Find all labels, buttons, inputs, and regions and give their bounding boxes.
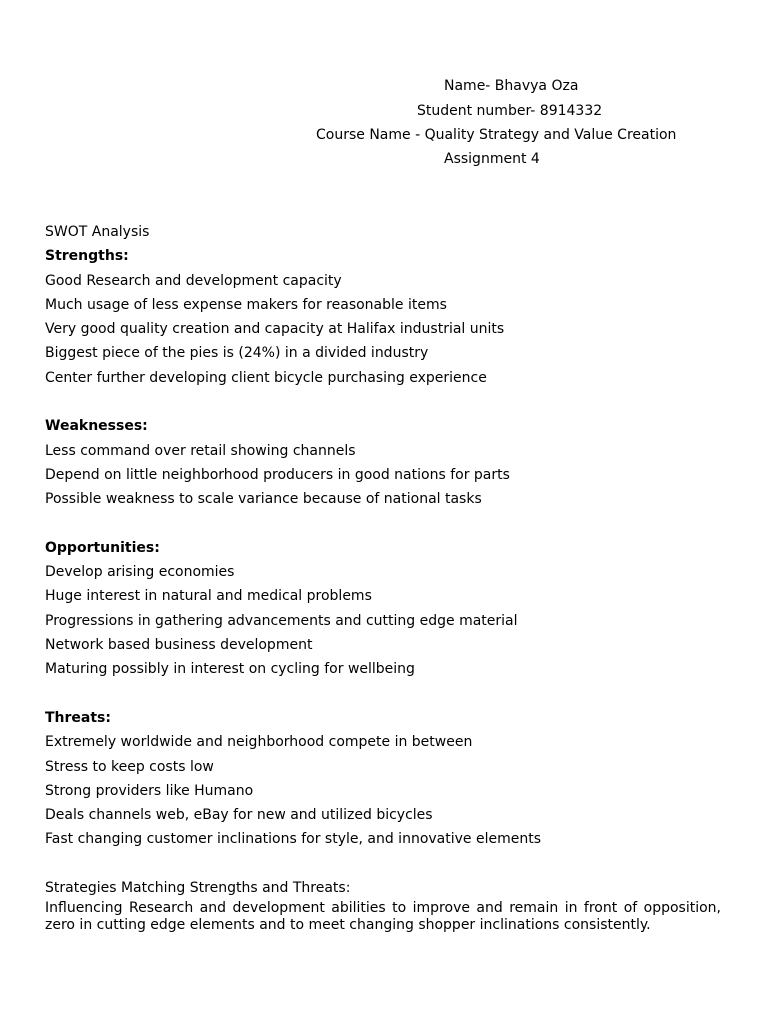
- list-item: Very good quality creation and capacity at Halifax industrial units: [45, 321, 505, 338]
- spacer: [45, 512, 721, 536]
- list-item: Possible weakness to scale variance because of national tasks: [45, 491, 482, 508]
- list-item: Good Research and development capacity: [45, 272, 342, 289]
- student-number: Student number- 8914332: [417, 103, 603, 119]
- list-item: Extremely worldwide and neighborhood compete in between: [45, 734, 473, 751]
- list-item: Network based business development: [45, 637, 313, 654]
- spacer: [45, 852, 721, 876]
- list-item: Much usage of less expense makers for reasonable items: [45, 296, 447, 313]
- list-item: Develop arising economies: [45, 564, 235, 581]
- list-item: Deals channels web, eBay for new and utilized bicycles: [45, 807, 433, 824]
- threats-heading: Threats:: [45, 709, 111, 726]
- course-name: Course Name - Quality Strategy and Value Creation: [316, 127, 677, 143]
- assignment-label: Assignment 4: [444, 151, 540, 167]
- list-item: Biggest piece of the pies is (24%) in a divided industry: [45, 345, 429, 362]
- swot-body: [45, 220, 721, 934]
- list-item: Stress to keep costs low: [45, 758, 214, 775]
- list-item: Maturing possibly in interest on cycling for wellbeing: [45, 661, 415, 678]
- list-item: Less command over retail showing channels: [45, 442, 356, 459]
- list-item: Progressions in gathering advancements and cutting edge material: [45, 612, 518, 629]
- strategies-paragraph: Influencing Research and development abilities to improve and remain in front of opposition, zero in cutting edge elements and to meet changing shopper inclinations consistently.: [45, 900, 721, 934]
- list-item: Huge interest in natural and medical problems: [45, 588, 372, 605]
- list-item: Depend on little neighborhood producers in good nations for parts: [45, 466, 510, 483]
- opportunities-heading: Opportunities:: [45, 539, 160, 556]
- list-item: Strong providers like Humano: [45, 782, 254, 799]
- list-item: Center further developing client bicycle purchasing experience: [45, 369, 487, 386]
- strengths-heading: Strengths:: [45, 248, 129, 265]
- spacer: [45, 682, 721, 706]
- spacer: [45, 390, 721, 414]
- strategies-heading: Strategies Matching Strengths and Threats:: [45, 880, 351, 897]
- weaknesses-heading: Weaknesses:: [45, 418, 148, 435]
- swot-title: SWOT Analysis: [45, 224, 150, 240]
- list-item: Fast changing customer inclinations for style, and innovative elements: [45, 831, 541, 848]
- student-name: Name- Bhavya Oza: [444, 78, 579, 94]
